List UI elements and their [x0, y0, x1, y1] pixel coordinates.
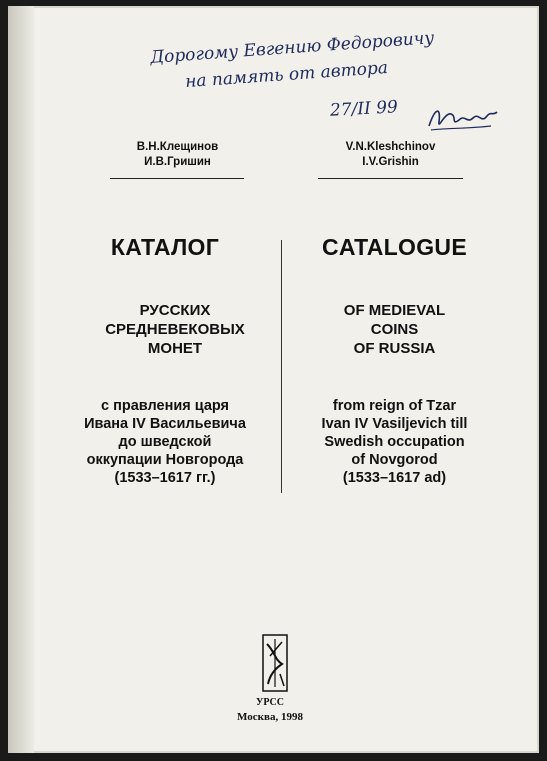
subtitle-english	[292, 301, 497, 358]
reign-ru-line: Ивана IV Васильевича	[84, 416, 246, 432]
subtitle-ru-line: МОНЕТ	[147, 340, 203, 357]
reign-en-line: Ivan IV Vasiljevich till	[321, 416, 468, 432]
handwritten-date: 27/II 99	[329, 97, 399, 121]
subtitle-ru-line: РУССКИХ	[139, 302, 211, 319]
publisher-logo-icon	[262, 634, 288, 692]
authors-english	[318, 140, 463, 170]
reign-en-line: of Novgorod	[351, 452, 438, 468]
reign-ru-line: до шведской	[118, 434, 212, 450]
handwritten-dedication-line-2: на память от автора	[184, 57, 389, 93]
author-rule-en	[318, 178, 463, 179]
title-russian: КАТАЛОГ	[110, 234, 220, 260]
column-divider	[281, 240, 282, 493]
publisher-name: УРСС	[255, 697, 284, 708]
reign-en-line: (1533–1617 ad)	[342, 470, 447, 486]
subtitle-en-line: OF RUSSIA	[353, 340, 436, 357]
reign-ru-line: (1533–1617 гг.)	[114, 470, 216, 486]
handwritten-signature	[425, 102, 500, 134]
subtitle-russian	[75, 301, 275, 358]
reign-en-line: from reign of Tzar	[332, 398, 457, 414]
handwritten-dedication-line-1: Дорогому Евгению Федоровичу	[149, 28, 435, 68]
subtitle-en-line: COINS	[370, 321, 419, 338]
reign-russian	[60, 397, 270, 487]
subtitle-ru-line: СРЕДНЕВЕКОВЫХ	[105, 321, 245, 338]
author-en-1: V.N.Kleshchinov	[345, 141, 436, 153]
authors-russian	[110, 140, 245, 170]
reign-ru-line: с правления царя	[100, 398, 230, 414]
publication-city-year: Москва, 1998	[237, 711, 303, 723]
reign-english	[292, 397, 497, 487]
author-ru-1: В.Н.Клещинов	[136, 141, 219, 153]
title-english: CATALOGUE	[322, 234, 467, 260]
author-en-2: I.V.Grishin	[362, 156, 419, 168]
book-spine-shadow	[8, 6, 34, 753]
subtitle-en-line: OF MEDIEVAL	[343, 302, 446, 319]
author-rule-ru	[110, 178, 244, 179]
reign-ru-line: оккупации Новгорода	[86, 452, 244, 468]
reign-en-line: Swedish occupation	[324, 434, 465, 450]
author-ru-2: И.В.Гришин	[144, 156, 211, 168]
